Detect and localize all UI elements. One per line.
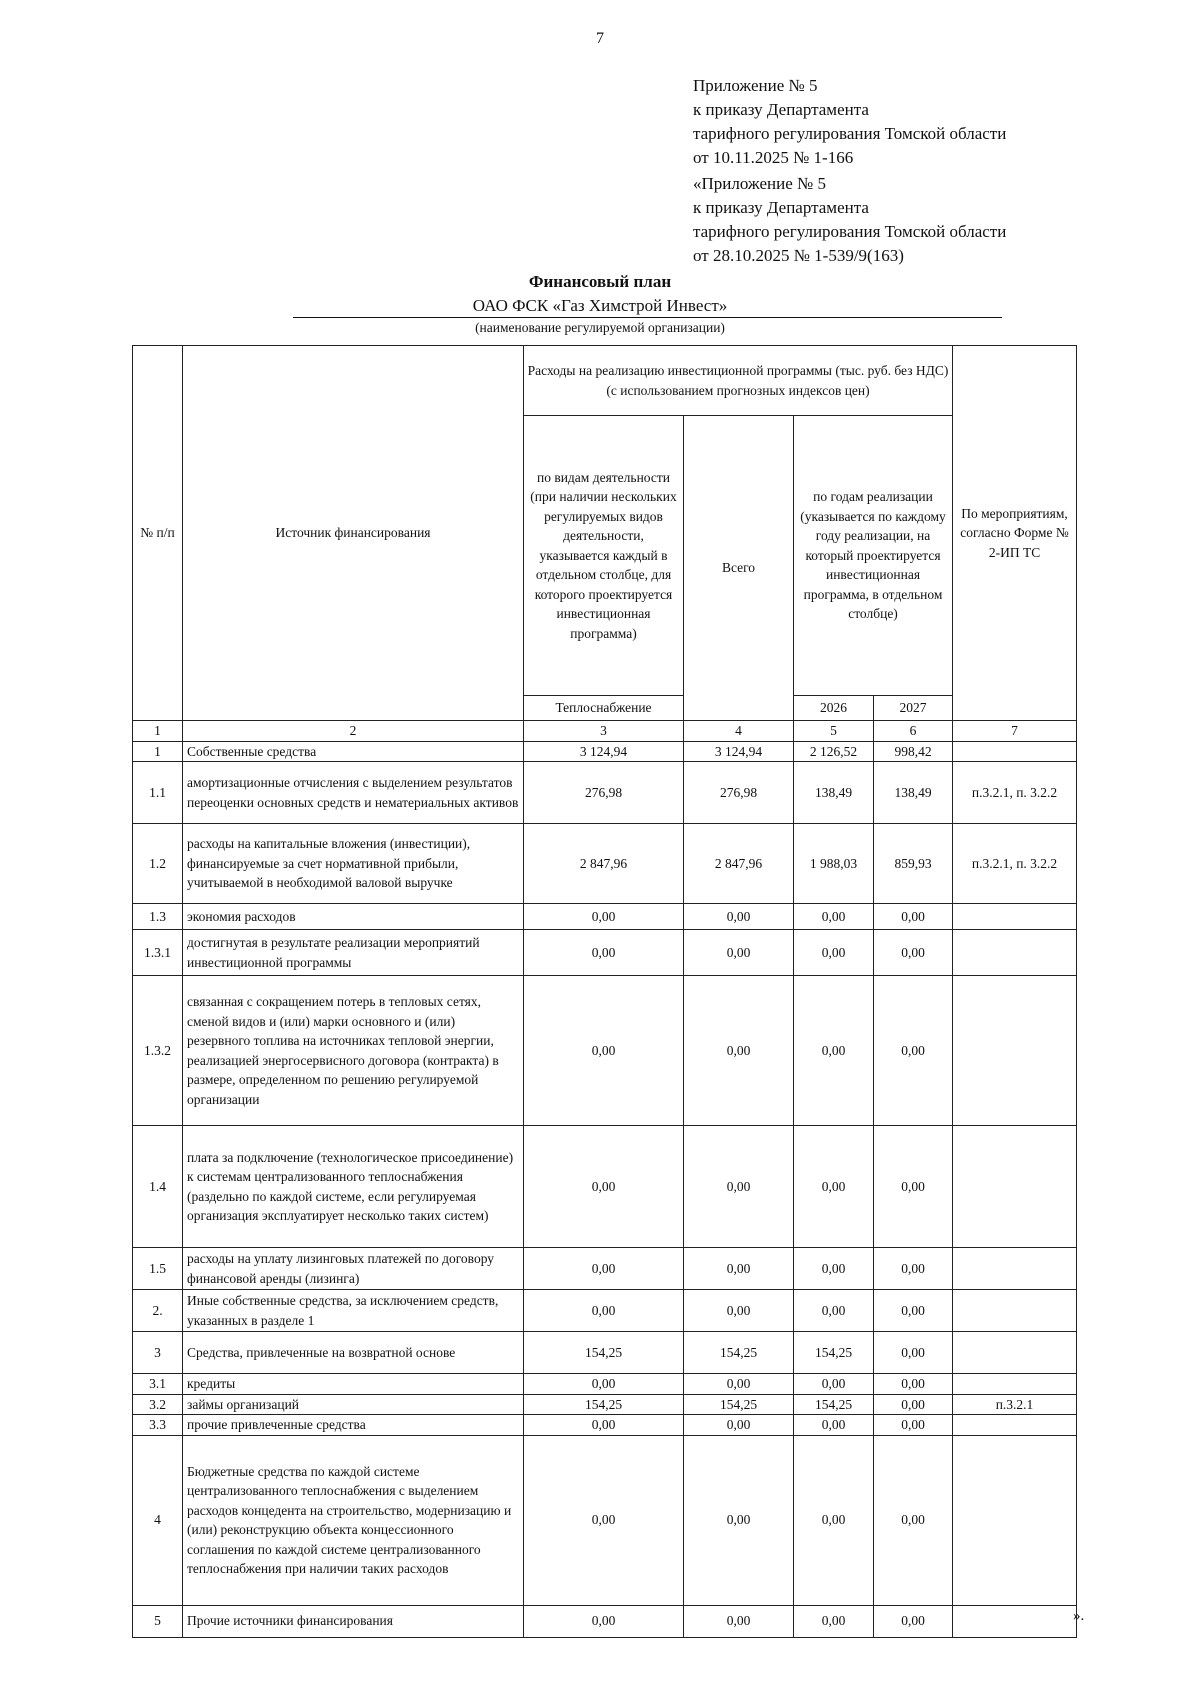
row-2026: 0,00 [794, 1290, 874, 1332]
row-heat: 0,00 [524, 904, 684, 930]
row-source: Иные собственные средства, за исключением средств, указанных в разделе 1 [183, 1290, 524, 1332]
row-total: 276,98 [684, 762, 794, 824]
row-total: 0,00 [684, 1605, 794, 1637]
row-num: 1 [133, 741, 183, 762]
row-source: связанная с сокращением потерь в тепловых сетях, сменой видов и (или) марки основного и (или) резервного топлива на источниках тепловой энергии, реализацией энергосервисного договора (контракта) в размере, определенном по решению регулируемой организации [183, 976, 524, 1126]
header-num: № п/п [133, 346, 183, 721]
row-source: займы организаций [183, 1394, 524, 1415]
row-measures [953, 1332, 1077, 1374]
header-line: от 10.11.2025 № 1-166 [693, 148, 854, 167]
table-row [133, 930, 1077, 976]
row-heat: 276,98 [524, 762, 684, 824]
row-total: 0,00 [684, 1374, 794, 1395]
closing-quote-mark: ». [1073, 1608, 1085, 1624]
row-num: 5 [133, 1605, 183, 1637]
row-heat: 2 847,96 [524, 824, 684, 904]
row-measures: п.3.2.1, п. 3.2.2 [953, 762, 1077, 824]
row-2027: 0,00 [874, 1126, 953, 1248]
row-heat: 0,00 [524, 1435, 684, 1605]
row-measures: п.3.2.1 [953, 1394, 1077, 1415]
row-2027: 0,00 [874, 1394, 953, 1415]
table-row [133, 824, 1077, 904]
row-num: 4 [133, 1435, 183, 1605]
row-num: 1.3 [133, 904, 183, 930]
row-2027: 0,00 [874, 1374, 953, 1395]
document-title: Финансовый план [528, 272, 672, 291]
row-source: расходы на капитальные вложения (инвестиции), финансируемые за счет нормативной прибыли, учитываемой в необходимой валовой выручке [183, 824, 524, 904]
table-row [133, 1248, 1077, 1290]
row-total: 0,00 [684, 1248, 794, 1290]
approval-header [693, 74, 1006, 268]
row-total: 2 847,96 [684, 824, 794, 904]
row-2026: 0,00 [794, 1415, 874, 1436]
row-2027: 0,00 [874, 1435, 953, 1605]
table-row [133, 1435, 1077, 1605]
table-row [133, 1415, 1077, 1436]
header-line: от 28.10.2025 № 1-539/9(163) [693, 246, 904, 265]
table-row [133, 1126, 1077, 1248]
row-num: 3.1 [133, 1374, 183, 1395]
row-2026: 0,00 [794, 930, 874, 976]
row-num: 3.3 [133, 1415, 183, 1436]
header-year-2027: 2027 [874, 696, 953, 721]
row-total: 154,25 [684, 1394, 794, 1415]
row-2027: 0,00 [874, 1248, 953, 1290]
row-2026: 0,00 [794, 904, 874, 930]
row-2026: 2 126,52 [794, 741, 874, 762]
row-2027: 0,00 [874, 1332, 953, 1374]
row-measures [953, 1290, 1077, 1332]
row-num: 3 [133, 1332, 183, 1374]
row-heat: 0,00 [524, 1605, 684, 1637]
header-year-2026: 2026 [794, 696, 874, 721]
row-measures [953, 1248, 1077, 1290]
row-2027: 0,00 [874, 1605, 953, 1637]
row-2027: 0,00 [874, 904, 953, 930]
row-heat: 154,25 [524, 1332, 684, 1374]
header-line: Приложение № 5 [693, 76, 818, 95]
row-source: плата за подключение (технологическое присоединение) к системам централизованного теплоснабжения (раздельно по каждой системе, если регулируемая организация эксплуатирует несколько таких систем) [183, 1126, 524, 1248]
row-num: 1.4 [133, 1126, 183, 1248]
table-row [133, 1332, 1077, 1374]
col-number: 3 [524, 721, 684, 742]
header-line: тарифного регулирования Томской области [693, 222, 1007, 241]
row-source: прочие привлеченные средства [183, 1415, 524, 1436]
row-measures [953, 1605, 1077, 1637]
row-2026: 0,00 [794, 1126, 874, 1248]
row-heat: 3 124,94 [524, 741, 684, 762]
row-2026: 138,49 [794, 762, 874, 824]
row-heat: 0,00 [524, 976, 684, 1126]
organization-underline [293, 317, 1002, 318]
row-total: 0,00 [684, 1126, 794, 1248]
table-row [133, 1374, 1077, 1395]
row-2026: 0,00 [794, 1248, 874, 1290]
table-row [133, 762, 1077, 824]
row-num: 1.5 [133, 1248, 183, 1290]
row-total: 0,00 [684, 976, 794, 1126]
table-row [133, 904, 1077, 930]
row-2027: 0,00 [874, 976, 953, 1126]
header-line: «Приложение № 5 [693, 174, 826, 193]
row-heat: 0,00 [524, 1126, 684, 1248]
row-num: 1.3.2 [133, 976, 183, 1126]
row-measures [953, 1415, 1077, 1436]
col-number: 7 [953, 721, 1077, 742]
row-heat: 0,00 [524, 930, 684, 976]
row-2026: 0,00 [794, 1605, 874, 1637]
row-measures: п.3.2.1, п. 3.2.2 [953, 824, 1077, 904]
col-number: 2 [183, 721, 524, 742]
header-activity-heat: Теплоснабжение [524, 696, 684, 721]
row-2027: 0,00 [874, 1415, 953, 1436]
row-measures [953, 1126, 1077, 1248]
row-measures [953, 930, 1077, 976]
header-source: Источник финансирования [183, 346, 524, 721]
row-2026: 0,00 [794, 1374, 874, 1395]
row-2026: 154,25 [794, 1394, 874, 1415]
header-by-years: по годам реализации (указывается по каждому году реализации, на который проектируется инвестиционная программа, в отдельном столбце) [794, 416, 953, 696]
row-source: достигнутая в результате реализации мероприятий инвестиционной программы [183, 930, 524, 976]
row-source: расходы на уплату лизинговых платежей по договору финансовой аренды (лизинга) [183, 1248, 524, 1290]
header-expenses: Расходы на реализацию инвестиционной программы (тыс. руб. без НДС) (с использованием прогнозных индексов цен) [524, 346, 953, 416]
row-measures [953, 976, 1077, 1126]
row-heat: 0,00 [524, 1415, 684, 1436]
row-total: 3 124,94 [684, 741, 794, 762]
row-total: 0,00 [684, 1290, 794, 1332]
row-2027: 859,93 [874, 824, 953, 904]
row-num: 2. [133, 1290, 183, 1332]
row-total: 0,00 [684, 1435, 794, 1605]
row-source: Прочие источники финансирования [183, 1605, 524, 1637]
row-heat: 0,00 [524, 1290, 684, 1332]
row-measures [953, 741, 1077, 762]
row-heat: 0,00 [524, 1374, 684, 1395]
row-2026: 154,25 [794, 1332, 874, 1374]
table-row [133, 741, 1077, 762]
row-num: 1.3.1 [133, 930, 183, 976]
row-source: кредиты [183, 1374, 524, 1395]
row-num: 1.2 [133, 824, 183, 904]
organization-name: ОАО ФСК «Газ Химстрой Инвест» [472, 296, 728, 315]
row-measures [953, 1435, 1077, 1605]
col-number: 6 [874, 721, 953, 742]
table-row [133, 1394, 1077, 1415]
col-number: 1 [133, 721, 183, 742]
row-2027: 0,00 [874, 930, 953, 976]
header-line: к приказу Департамента [693, 198, 869, 217]
row-source: экономия расходов [183, 904, 524, 930]
row-2027: 0,00 [874, 1290, 953, 1332]
col-number: 5 [794, 721, 874, 742]
row-2026: 0,00 [794, 976, 874, 1126]
table-row [133, 1290, 1077, 1332]
row-2027: 998,42 [874, 741, 953, 762]
row-num: 3.2 [133, 1394, 183, 1415]
header-measures: По мероприятиям, согласно Форме № 2-ИП ТС [953, 346, 1077, 721]
row-total: 154,25 [684, 1332, 794, 1374]
row-total: 0,00 [684, 930, 794, 976]
row-heat: 0,00 [524, 1248, 684, 1290]
header-total: Всего [684, 416, 794, 721]
col-number: 4 [684, 721, 794, 742]
row-measures [953, 1374, 1077, 1395]
financial-plan-table [132, 345, 1077, 1638]
table-row [133, 1605, 1077, 1637]
row-heat: 154,25 [524, 1394, 684, 1415]
row-total: 0,00 [684, 904, 794, 930]
row-2027: 138,49 [874, 762, 953, 824]
row-2026: 1 988,03 [794, 824, 874, 904]
row-2026: 0,00 [794, 1435, 874, 1605]
header-by-activity: по видам деятельности (при наличии нескольких регулируемых видов деятельности, указывается каждый в отдельном столбце, для которого проектируется инвестиционная программа) [524, 416, 684, 696]
row-source: Средства, привлеченные на возвратной основе [183, 1332, 524, 1374]
header-line: к приказу Департамента [693, 100, 869, 119]
row-measures [953, 904, 1077, 930]
table-row [133, 976, 1077, 1126]
row-num: 1.1 [133, 762, 183, 824]
row-source: амортизационные отчисления с выделением результатов переоценки основных средств и нематериальных активов [183, 762, 524, 824]
row-total: 0,00 [684, 1415, 794, 1436]
page-number: 7 [596, 30, 604, 47]
header-line: тарифного регулирования Томской области [693, 124, 1007, 143]
row-source: Собственные средства [183, 741, 524, 762]
organization-caption: (наименование регулируемой организации) [475, 320, 725, 335]
row-source: Бюджетные средства по каждой системе централизованного теплоснабжения с выделением расходов концедента на строительство, модернизацию и (или) реконструкцию объекта концессионного соглашения по каждой системе централизованного теплоснабжения при наличии таких расходов [183, 1435, 524, 1605]
